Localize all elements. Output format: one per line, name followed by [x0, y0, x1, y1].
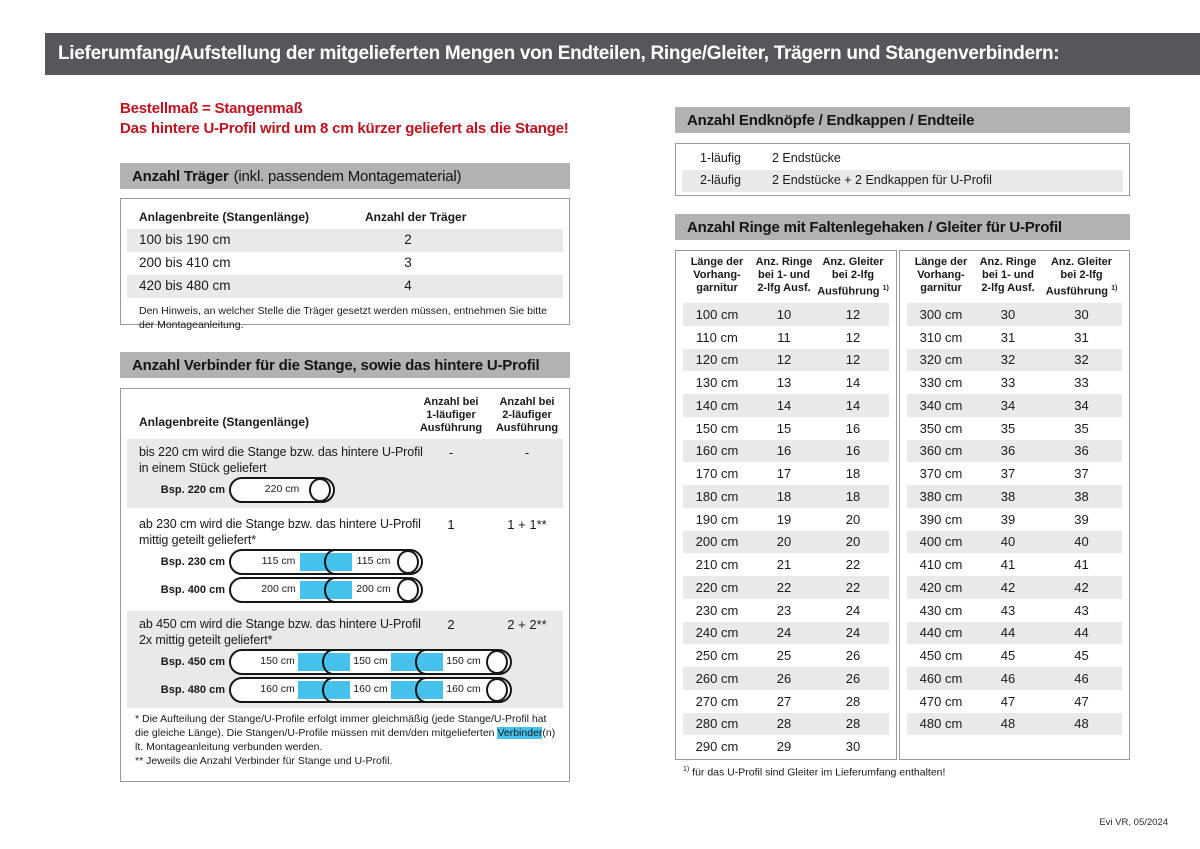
traeger-title-rest: (inkl. passendem Montagematerial): [233, 167, 462, 185]
traeger-range: 420 bis 480 cm: [139, 278, 231, 293]
gleiter-count: 20: [845, 534, 861, 550]
verbinder-block-ab230: [127, 511, 563, 608]
example-label: Bsp. 450 cm: [160, 656, 225, 668]
gleiter-count: 16: [845, 420, 861, 436]
ringe-count: 30: [1000, 306, 1016, 322]
footnote-2: ** Jeweils die Anzahl Verbinder für Stange und U-Profil.: [135, 755, 393, 767]
example-row: [139, 648, 563, 676]
gleiter-count: 38: [1074, 488, 1089, 504]
table-row: [907, 576, 1122, 599]
footer-credit: Evi VR, 05/2024: [1099, 817, 1168, 828]
gleiter-count: 18: [845, 466, 861, 482]
garnitur-length: 430 cm: [919, 602, 963, 618]
endteile-value: 2 Endstücke + 2 Endkappen für U-Profil: [772, 173, 992, 187]
intro-line-1: Bestellmaß = Stangenmaß: [120, 100, 303, 117]
value-2laeufig: 1 + 1**: [507, 517, 547, 532]
ringe-table-header: [683, 256, 889, 303]
garnitur-length: 480 cm: [919, 716, 963, 732]
value-2laeufig: 2 + 2**: [507, 617, 547, 632]
garnitur-length: 110 cm: [696, 329, 738, 345]
table-row: [907, 462, 1122, 485]
table-row: [907, 713, 1122, 736]
table-row: [683, 576, 889, 599]
ringe-count: 46: [1000, 670, 1016, 686]
ringe-count: 33: [1000, 375, 1016, 391]
verbinder-block-bis220: [127, 439, 563, 508]
gleiter-count: 47: [1074, 693, 1089, 709]
garnitur-length: 250 cm: [695, 648, 739, 664]
traeger-note: Den Hinweis, an welcher Stelle die Träger gesetzt werden müssen, entnehmen Sie bitte der Montageanleitung.: [139, 305, 547, 331]
footnote-1: * Die Aufteilung der Stange/U-Profile erfolgt immer gleichmäßig (jede Stange/U-Profil hat die gleiche Länge). Die Stangen/U-Profile müssen mit dem/den mitgelieferten Verbinder(n) lt. Montageanleitung verbunden werden.: [135, 713, 556, 753]
table-row: [907, 667, 1122, 690]
garnitur-length: 380 cm: [919, 488, 963, 504]
ringe-col-ringe: Anz. Ringe bei 1- und 2-lfg Ausf.: [979, 256, 1037, 294]
ringe-title: Anzahl Ringe mit Faltenlegehaken / Gleiter für U-Profil: [687, 218, 1062, 236]
ringe-count: 41: [1000, 557, 1016, 573]
garnitur-length: 210 cm: [695, 557, 739, 573]
gleiter-count: 30: [1074, 306, 1089, 322]
ringe-count: 32: [1000, 352, 1016, 368]
page-title-bar: [45, 33, 1200, 75]
ringe-count: 28: [776, 716, 792, 732]
gleiter-count: 44: [1074, 625, 1089, 641]
rod-end-cap: [309, 478, 331, 502]
ringe-count: 39: [1000, 511, 1016, 527]
section-verbinder-title: [120, 352, 570, 378]
ringe-count: 38: [1000, 488, 1016, 504]
garnitur-length: 100 cm: [695, 306, 739, 322]
rod-end-cap: [397, 550, 419, 574]
rod-segment-label: 160 cm: [353, 683, 388, 695]
gleiter-count: 41: [1074, 557, 1089, 573]
traeger-count: 2: [404, 232, 412, 247]
table-row: [682, 148, 1123, 170]
table-row: [907, 485, 1122, 508]
ringe-count: 22: [776, 579, 792, 595]
garnitur-length: 410 cm: [919, 557, 963, 573]
ringe-count: 37: [1000, 466, 1016, 482]
garnitur-length: 360 cm: [919, 443, 963, 459]
page-title: Lieferumfang/Aufstellung der mitgelieferten Mengen von Endteilen, Ringe/Gleiter, Trägern und Stangenverbindern:: [58, 43, 1060, 64]
section-ringe-title: [675, 214, 1130, 240]
table-row: [127, 252, 563, 275]
table-row: [683, 735, 889, 758]
gleiter-count: 22: [845, 579, 861, 595]
garnitur-length: 120 cm: [695, 352, 739, 368]
gleiter-count: 39: [1074, 511, 1089, 527]
table-row: [683, 599, 889, 622]
gleiter-count: 28: [845, 693, 861, 709]
table-row: [683, 394, 889, 417]
ringe-count: 35: [1000, 420, 1016, 436]
garnitur-length: 170 cm: [695, 466, 739, 482]
endteile-rows: [676, 144, 1129, 192]
rod-segment-label: 115 cm: [356, 555, 391, 567]
ringe-table-left: [675, 250, 897, 760]
gleiter-count: 34: [1074, 397, 1089, 413]
traeger-title-bold: Anzahl Träger: [132, 167, 229, 185]
gleiter-count: 22: [845, 557, 861, 573]
rod-segment-label: 150 cm: [260, 655, 295, 667]
gleiter-count: 26: [845, 648, 861, 664]
garnitur-length: 390 cm: [919, 511, 963, 527]
table-row: [907, 690, 1122, 713]
traeger-table-header: [127, 205, 563, 229]
rod-segment-label: 200 cm: [261, 583, 296, 595]
block-description: ab 450 cm wird die Stange bzw. das hintere U-Profil 2x mittig geteilt geliefert*: [139, 617, 421, 647]
table-row: [907, 371, 1122, 394]
gleiter-count: 14: [845, 375, 861, 391]
table-row: [683, 349, 889, 372]
gleiter-count: 31: [1074, 329, 1089, 345]
traeger-count: 3: [404, 255, 412, 270]
gleiter-count: 40: [1074, 534, 1089, 550]
rod-segment-label: 150 cm: [446, 655, 481, 667]
ringe-count: 17: [776, 466, 792, 482]
traeger-range: 100 bis 190 cm: [139, 232, 231, 247]
garnitur-length: 330 cm: [919, 375, 963, 391]
table-row: [907, 326, 1122, 349]
table-row: [682, 170, 1123, 192]
table-row: [907, 553, 1122, 576]
table-row: [683, 440, 889, 463]
ringe-count: 19: [776, 511, 792, 527]
garnitur-length: 230 cm: [695, 602, 739, 618]
verbinder-table-header: [127, 389, 563, 439]
traeger-col-anlagenbreite: Anlagenbreite (Stangenlänge): [139, 210, 310, 224]
rod-diagram: [229, 577, 423, 603]
ringe-count: 26: [776, 670, 792, 686]
value-1laeufig: -: [448, 445, 454, 460]
example-label: Bsp. 230 cm: [160, 556, 225, 568]
garnitur-length: 220 cm: [695, 579, 739, 595]
table-row: [907, 622, 1122, 645]
traeger-rows: [121, 229, 569, 298]
table-row: [683, 462, 889, 485]
garnitur-length: 370 cm: [919, 466, 963, 482]
ringe-count: 47: [1000, 693, 1016, 709]
table-row: [907, 394, 1122, 417]
verbinder-col-1laeufig: Anzahl bei 1-läufiger Ausführung: [419, 396, 483, 434]
ringe-count: 18: [776, 488, 792, 504]
endteile-table: [675, 143, 1130, 196]
gleiter-count: 16: [845, 443, 861, 459]
ringe-col-gleiter: Anz. Gleiter bei 2-lfg Ausführung $^{1)}$: [1045, 256, 1118, 298]
verbinder-footnotes: [135, 712, 563, 768]
traeger-col-anzahl: Anzahl der Träger: [365, 210, 467, 224]
ringe-count: 44: [1000, 625, 1016, 641]
ringe-footnote: $^{1)}$ für das U-Profil sind Gleiter im Lieferumfang enthalten!: [683, 766, 946, 779]
gleiter-count: 33: [1074, 375, 1089, 391]
example-label: Bsp. 480 cm: [160, 684, 225, 696]
table-row: [907, 508, 1122, 531]
table-row: [127, 275, 563, 298]
gleiter-count: 26: [845, 670, 861, 686]
rod-end-cap: [397, 578, 419, 602]
value-2laeufig: -: [524, 445, 530, 460]
table-row: [907, 440, 1122, 463]
traeger-table: [120, 198, 570, 331]
intro-note: [120, 99, 569, 139]
value-1laeufig: 1: [447, 517, 455, 532]
rod-end-cap: [486, 678, 508, 702]
table-row: [907, 599, 1122, 622]
table-row: [907, 644, 1122, 667]
ringe-count: 12: [776, 352, 792, 368]
ringe-rows-left: [676, 303, 896, 758]
ringe-count: 42: [1000, 579, 1016, 595]
ringe-count: 36: [1000, 443, 1016, 459]
ringe-count: 40: [1000, 534, 1016, 550]
ringe-col-laenge: Länge der Vorhang- garnitur: [914, 256, 968, 294]
table-row: [683, 667, 889, 690]
verbinder-highlight: Verbinder: [497, 727, 543, 739]
ringe-count: 14: [776, 397, 792, 413]
garnitur-length: 440 cm: [919, 625, 963, 641]
gleiter-count: 18: [845, 488, 861, 504]
garnitur-length: 180 cm: [695, 488, 739, 504]
section-endteile-title: [675, 107, 1130, 133]
ringe-count: 43: [1000, 602, 1016, 618]
rod-segment-label: 220 cm: [264, 483, 300, 495]
table-row: [907, 303, 1122, 326]
garnitur-length: 140 cm: [695, 397, 739, 413]
gleiter-count: 20: [845, 511, 861, 527]
endteile-value: 2 Endstücke: [772, 151, 841, 165]
gleiter-count: 28: [845, 716, 861, 732]
intro-line-2: Das hintere U-Profil wird um 8 cm kürzer geliefert als die Stange!: [120, 120, 569, 137]
block-description: ab 230 cm wird die Stange bzw. das hintere U-Profil mittig geteilt geliefert*: [139, 517, 421, 547]
gleiter-count: 12: [845, 329, 861, 345]
ringe-rows-right: [900, 303, 1129, 735]
ringe-count: 10: [776, 306, 792, 322]
table-row: [683, 303, 889, 326]
ringe-count: 20: [776, 534, 792, 550]
ringe-count: 23: [776, 602, 792, 618]
gleiter-count: 36: [1074, 443, 1089, 459]
ringe-col-ringe: Anz. Ringe bei 1- und 2-lfg Ausf.: [755, 256, 813, 294]
ringe-count: 34: [1000, 397, 1016, 413]
ringe-table-header: [907, 256, 1122, 303]
garnitur-length: 150 cm: [695, 420, 739, 436]
rod-segment-label: 200 cm: [356, 583, 391, 595]
garnitur-length: 240 cm: [695, 625, 739, 641]
ringe-count: 25: [776, 648, 792, 664]
example-row: [139, 676, 563, 704]
table-row: [683, 485, 889, 508]
garnitur-length: 450 cm: [919, 648, 963, 664]
table-row: [683, 371, 889, 394]
table-row: [683, 713, 889, 736]
garnitur-length: 160 cm: [695, 443, 739, 459]
ringe-count: 16: [776, 443, 792, 459]
example-label: Bsp. 220 cm: [160, 484, 225, 496]
ringe-count: 13: [776, 375, 792, 391]
verbinder-col-2laeufig: Anzahl bei 2-läufiger Ausführung: [495, 396, 559, 434]
endteile-label: 2-läufig: [700, 173, 741, 187]
garnitur-length: 200 cm: [695, 534, 739, 550]
garnitur-length: 400 cm: [919, 534, 963, 550]
ringe-count: 21: [776, 557, 792, 573]
gleiter-count: 24: [845, 625, 861, 641]
gleiter-count: 43: [1074, 602, 1089, 618]
example-row: [139, 576, 563, 604]
garnitur-length: 270 cm: [695, 693, 739, 709]
garnitur-length: 310 cm: [919, 329, 963, 345]
garnitur-length: 460 cm: [919, 670, 963, 686]
gleiter-count: 14: [845, 397, 861, 413]
rod-segment-label: 150 cm: [353, 655, 388, 667]
rod-segment-label: 115 cm: [261, 555, 296, 567]
table-row: [683, 326, 889, 349]
rod-diagram: [229, 477, 335, 503]
verbinder-title: Anzahl Verbinder für die Stange, sowie das hintere U-Profil: [132, 356, 540, 374]
table-row: [907, 531, 1122, 554]
garnitur-length: 470 cm: [919, 693, 963, 709]
table-row: [683, 508, 889, 531]
traeger-count: 4: [404, 278, 412, 293]
ringe-count: 24: [776, 625, 792, 641]
verbinder-block-ab450: [127, 611, 563, 708]
traeger-range: 200 bis 410 cm: [139, 255, 231, 270]
verbinder-col-anlagenbreite: Anlagenbreite (Stangenlänge): [139, 415, 310, 429]
section-traeger-title: [120, 163, 570, 189]
gleiter-count: 48: [1074, 716, 1089, 732]
gleiter-count: 37: [1074, 466, 1089, 482]
gleiter-count: 45: [1074, 648, 1089, 664]
example-row: [139, 548, 563, 576]
rod-diagram: [229, 549, 423, 575]
table-row: [683, 531, 889, 554]
ringe-count: 48: [1000, 716, 1016, 732]
rod-diagram: [229, 677, 512, 703]
garnitur-length: 350 cm: [919, 420, 963, 436]
verbinder-table: [120, 388, 570, 782]
endteile-title: Anzahl Endknöpfe / Endkappen / Endteile: [687, 111, 975, 129]
rod-segment-label: 160 cm: [446, 683, 481, 695]
example-label: Bsp. 400 cm: [160, 584, 225, 596]
ringe-count: 29: [776, 739, 792, 755]
example-row: [139, 476, 563, 504]
ringe-count: 15: [776, 420, 792, 436]
value-1laeufig: 2: [447, 617, 455, 632]
gleiter-count: 42: [1074, 579, 1089, 595]
table-row: [907, 417, 1122, 440]
garnitur-length: 260 cm: [695, 670, 739, 686]
rod-end-cap: [486, 650, 508, 674]
garnitur-length: 420 cm: [919, 579, 963, 595]
ringe-count: 27: [776, 693, 792, 709]
garnitur-length: 190 cm: [695, 511, 739, 527]
gleiter-count: 32: [1074, 352, 1089, 368]
ringe-table-right: [899, 250, 1130, 760]
table-row: [127, 229, 563, 252]
ringe-count: 11: [777, 329, 791, 345]
garnitur-length: 290 cm: [695, 739, 739, 755]
rod-segment-label: 160 cm: [260, 683, 295, 695]
endteile-label: 1-läufig: [700, 151, 741, 165]
gleiter-count: 24: [845, 602, 861, 618]
block-description: bis 220 cm wird die Stange bzw. das hintere U-Profil in einem Stück geliefert: [139, 445, 423, 475]
ringe-count: 45: [1000, 648, 1016, 664]
ringe-count: 31: [1000, 329, 1016, 345]
table-row: [907, 349, 1122, 372]
gleiter-count: 35: [1074, 420, 1089, 436]
table-row: [683, 417, 889, 440]
gleiter-count: 12: [845, 306, 861, 322]
table-row: [683, 690, 889, 713]
garnitur-length: 320 cm: [919, 352, 963, 368]
ringe-col-laenge: Länge der Vorhang- garnitur: [690, 256, 744, 294]
table-row: [683, 553, 889, 576]
gleiter-count: 46: [1074, 670, 1089, 686]
garnitur-length: 130 cm: [695, 375, 739, 391]
gleiter-count: 12: [845, 352, 861, 368]
garnitur-length: 280 cm: [695, 716, 739, 732]
gleiter-count: 30: [845, 739, 861, 755]
table-row: [683, 644, 889, 667]
rod-diagram: [229, 649, 512, 675]
ringe-col-gleiter: Anz. Gleiter bei 2-lfg Ausführung $^{1)}$: [817, 256, 889, 298]
garnitur-length: 300 cm: [919, 306, 963, 322]
table-row: [683, 622, 889, 645]
garnitur-length: 340 cm: [919, 397, 963, 413]
